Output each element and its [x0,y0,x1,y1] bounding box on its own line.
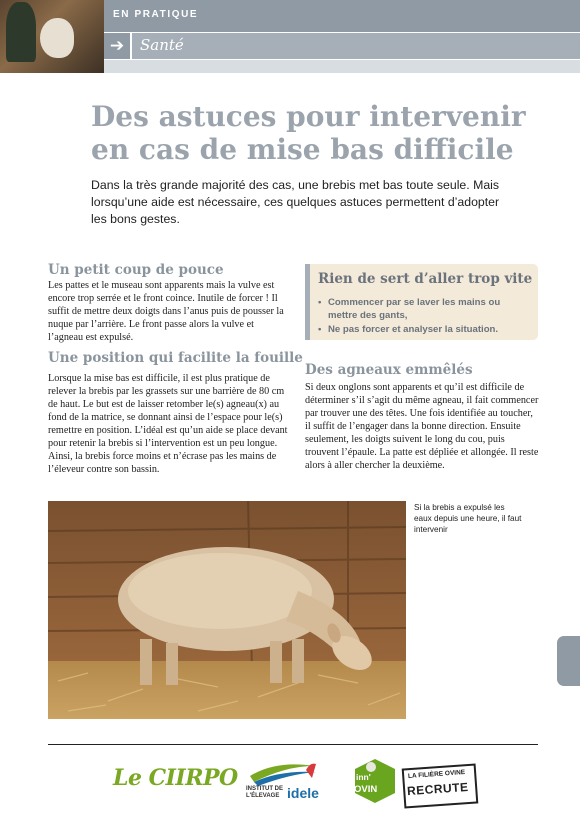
header-photo [0,0,104,73]
tip-item: • Ne pas forcer et analyser la situation. [318,323,526,336]
section-heading-position: Une position qui facilite la fouille [48,350,303,366]
tip-box-list [318,296,526,337]
innovin-logo-line2: OVIN [354,784,378,795]
section-heading-agneaux: Des agneaux emmêlés [305,362,473,378]
header-kicker: EN PRATIQUE [113,9,199,20]
tip-box-title: Rien de sert d’aller trop vite [318,271,533,287]
recrute-logo-line2: RECRUTE [406,779,469,799]
header-stripe [104,60,580,73]
page-side-tab [557,636,580,686]
article-intro: Dans la très grande majorité des cas, une brebis met bas toute seule. Mais lorsqu’une aide est nécessaire, ces quelques astuces permettent d’adopter les bons gestes. [91,178,500,226]
ewe-photo [48,501,406,719]
section-banner [132,33,580,59]
recrute-logo-line1: LA FILIÈRE OVINE [407,769,466,780]
section-body-coup-de-pouce: Les pattes et le museau sont apparents mais la vulve est encore trop serrée et le front coince. Inutile de forcer ! Il suffit de mettre deux doigts dans l’anus puis de pousser la nuque par l’arrière. Le front passe alors la vulve et l’agneau est expulsé. [48,280,284,343]
section-body-agneaux: Si deux onglons sont apparents et qu’il est difficile de déterminer s’il s’agit du même agneau, il fait commencer par trouver une des têtes. Une fois identifiée au toucher, il suffit de l’engager dans la bonne direction. Ensuite seulement, les doigts suivent le long du cou, puis trouvent l’épaule. La patte est dépliée et allongée. Il reste alors à aller chercher la deuxième. [305,382,539,471]
section-label: Santé [140,36,184,54]
farmer-figure [6,2,36,62]
article-title: Des astuces pour intervenir en cas de mise bas difficile [91,100,526,166]
ciirpo-logo: Le CIIRPO [113,765,238,791]
section-body-position: Lorsque la mise bas est difficile, il est plus pratique de relever la brebis par les grassets sur une barrière de 80 cm de haut. Le but est de laisser retomber le(s) agneau(x) au fond de la matrice, se donnant ainsi de l’espace pour le(s) remettre en position. L’idéal est qu’un aide se place devant pour retenir la brebis si l’intervention est un peu longue. Ainsi, la brebis force moins et n’écrase pas les mains de l’éleveur contre son bassin. [48,373,288,475]
idele-line1: INSTITUT DE [246,786,283,792]
idele-logo-text [246,786,283,800]
idele-logo-brand: idele [287,785,319,801]
tip-item: • Commencer par se laver les mains ou mettre des gants, [318,296,526,322]
idele-line2: L'ÉLEVAGE [246,793,280,799]
innovin-logo-line1: inn' [356,772,371,782]
arrow-right-icon: ➔ [109,36,125,56]
footer-rule [48,744,538,745]
photo-caption: Si la brebis a expulsé les eaux depuis une heure, il faut intervenir [414,503,522,534]
section-heading-coup-de-pouce: Un petit coup de pouce [48,262,224,278]
lamb-figure [40,18,74,58]
